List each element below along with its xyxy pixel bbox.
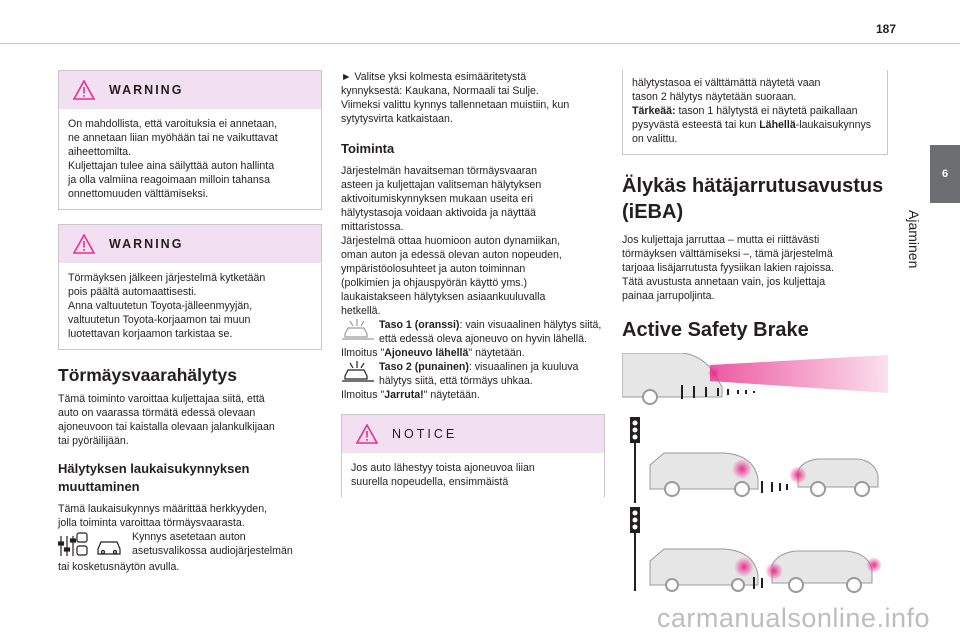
warning-text: Törmäyksen jälkeen järjestelmä kytketään pois päältä automaattisesti. Anna valtuutetun Toyota-jälleenmyyjän, valtuutetun Toyota-korjaamon tai muun luotettavan korjaamon tarkistaa se. (68, 272, 266, 340)
level1-text: : vain visuaalinen hälytys siitä, että edessä oleva ajoneuvo on hyvin lähellä. (379, 319, 602, 345)
warning-triangle-icon (73, 80, 95, 100)
chapter-tab[interactable]: 6 (930, 145, 960, 203)
warning-title: WARNING (109, 237, 184, 251)
settings-menu-icon (58, 530, 128, 560)
scene-3 (630, 507, 882, 592)
warning-header (59, 225, 321, 263)
notice-header (342, 415, 604, 453)
section-heading: Törmäysvaarahälytys (58, 365, 237, 385)
settings-icon-text-2: tai kosketusnäytön avulla. (58, 561, 180, 573)
important-text: tason 1 hälytystä ei näytetä paikallaan pysyvästä esteestä tai kun (632, 105, 858, 131)
level2-msg: Jarruta! (384, 389, 424, 401)
scene-2 (630, 417, 878, 503)
chapter-label (904, 210, 924, 300)
important-text-2: -laukaisukynnys on valittu. (632, 119, 872, 145)
column-2 (341, 70, 605, 511)
intro-paragraph: Tämä toiminto varoittaa kuljettajaa siitä, että auto on vaarassa törmätä edessä olevaan ajoneuvoon tai kaistalla olevaan jalankulkijaan tai pyöräilijään. (58, 393, 275, 447)
active-safety-brake-illustration (622, 353, 888, 593)
level1-msg-prefix: Ilmoitus " (341, 347, 385, 359)
notice-box (341, 414, 605, 497)
warning-text: On mahdollista, että varoituksia ei annetaan, ne annetaan liian myöhään tai ne vaikuttavat aiheettomilta. Kuljettajan tulee aina säilyttää auton hallinta ja olla valmiina reagoimaan milloin tahansa onnettomuuden välttämiseksi. (68, 118, 278, 200)
level1-label: Taso 1 (oranssi) (379, 319, 460, 331)
important-label: Tärkeää: (632, 105, 676, 117)
level1-msg-suffix: " näytetään. (468, 347, 525, 359)
warning-title: WARNING (109, 83, 184, 97)
level2-paragraph (341, 360, 605, 402)
scene-1 (622, 353, 888, 404)
settings-icon-paragraph (58, 530, 322, 574)
collision-alert-orange-icon (341, 318, 375, 340)
ieba-paragraph: Jos kuljettaja jarruttaa – mutta ei riittävästi törmäyksen välttämiseksi –, tämä järjestelmä tarjoaa lisäjarrutusta fyysiikan lakien rajoissa. Tätä avustusta annetaan vain, jos kuljettaja painaa jarrupoljinta. (622, 234, 834, 302)
notice-box-continued (622, 70, 888, 155)
level1-paragraph (341, 318, 605, 360)
header-rule (0, 43, 960, 44)
important-near-label: Lähellä (759, 119, 796, 131)
level1-msg: Ajoneuvo lähellä (384, 347, 469, 359)
warning-box-1 (58, 70, 322, 210)
threshold-bullet: ► Valitse yksi kolmesta esimääritetystä kynnyksestä: Kaukana, Normaali tai Sulje. Viimeksi valittu kynnys tallennetaan muistiin, kun sytytysvirta katkaistaan. (341, 71, 570, 125)
notice-text: Jos auto lähestyy toista ajoneuvoa liian suurella nopeudella, ensimmäistä (351, 462, 535, 488)
operation-paragraph: Järjestelmän havaitseman törmäysvaaran asteen ja kuljettajan valitseman hälytyksen aktivoitumiskynnyksen mukaan useita eri hälytystasoja voidaan aktivoida ja näyttää mittaristossa. Järjestelmä ottaa huomioon auton dynamiikan, oman auton ja edessä olevan auton nopeuden, ympäristöolosuhteet ja auton toiminnan (polkimien ja ohjauspyörän käyttö yms.) laukaistakseen hälytyksen asiaankuuluvalla hetkellä. (341, 165, 562, 317)
page-number: 187 (875, 22, 896, 36)
operation-heading: Toiminta (341, 141, 395, 156)
level2-msg-prefix: Ilmoitus " (341, 389, 385, 401)
subsection-heading: Hälytyksen laukaisukynnyksen muuttaminen (58, 461, 250, 494)
chapter-label-text: Ajaminen (906, 210, 922, 269)
notice-continued-text: hälytystasoa ei välttämättä näytetä vaan tason 2 hälytys näytetään suoraan. (632, 77, 821, 103)
ieba-heading: Älykäs hätäjarrutusavustus (iEBA) (622, 175, 884, 223)
settings-icon-text: Kynnys asetetaan auton asetusvalikossa audiojärjestelmän (132, 531, 293, 557)
asb-heading: Active Safety Brake (622, 319, 809, 341)
warning-header (59, 71, 321, 109)
collision-alert-red-icon (341, 360, 375, 382)
warning-box-2 (58, 224, 322, 350)
column-1 (58, 70, 322, 574)
column-3 (622, 70, 888, 593)
level2-text: : visuaalinen ja kuuluva hälytys siitä, että törmäys uhkaa. (379, 361, 579, 387)
level2-msg-suffix: " näytetään. (423, 389, 480, 401)
sensitivity-paragraph: Tämä laukaisukynnys määrittää herkkyyden, jolla toiminta varoittaa törmäysvaarasta. (58, 503, 268, 529)
level2-label: Taso 2 (punainen) (379, 361, 469, 373)
notice-triangle-icon (356, 424, 378, 444)
watermark: carmanualsonline.info (656, 603, 930, 633)
warning-triangle-icon (73, 234, 95, 254)
notice-title: NOTICE (392, 427, 458, 441)
